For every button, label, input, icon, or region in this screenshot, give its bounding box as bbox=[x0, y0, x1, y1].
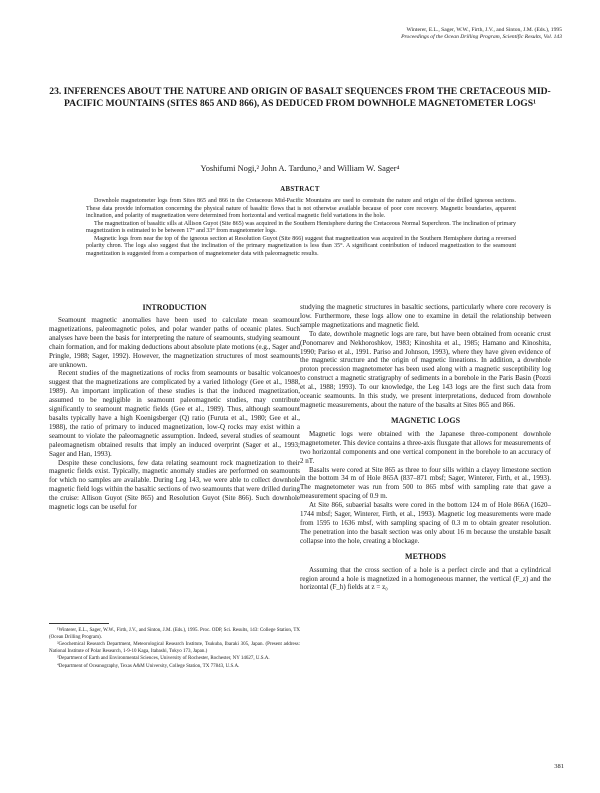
author-list: Yoshifumi Nogi,² John A. Tarduno,³ and William W. Sager⁴ bbox=[200, 164, 400, 173]
abstract-body bbox=[86, 198, 516, 258]
body-paragraph: Magnetic logs were obtained with the Japanese three-component downhole magnetometer. This device contains a three-axis fluxgate that allows for measurements of two horizontal components and one vertical component in the borehole to an accuracy of 2 nT. bbox=[300, 429, 552, 465]
footnote: ²Geochemical Research Department, Meteorological Research Institute, Tsukuba, Ibaraki 305, Japan. (Present address: National Institute of Polar Research, 1-9-10 Kaga, Itabashi, Tokyo 173, Japan.) bbox=[49, 642, 300, 654]
body-paragraph: Seamount magnetic anomalies have been used to calculate mean seamount magnetizations, paleomagnetic poles, and polar wander paths of oceanic plates. Such analyses have been the basis for interpreting the nature of seamounts, studying seamount chain formation, and for making deductions about absolute plate motions (e.g., Sager and Pringle, 1988; Sager, 1992). However, the magnetization structures of most seamounts are unknown. bbox=[49, 316, 300, 369]
body-paragraph: At Site 866, subaerial basalts were cored in the bottom 124 m of Hole 866A (1620–1744 mbsf; Sager, Winterer, Firth, et al., 1993). Magnetic log measurements were made from 1595 to 1636 mbsf, with sampling spacing of 0.3 m to obtain greater resolution. The penetration into the basalt section was only about 16 m because the unstable basalt collapse into the hole, creating a blockage. bbox=[300, 501, 551, 545]
footnote: ¹Winterer, E.L., Sager, W.W., Firth, J.V., and Sinton, J.M. (Eds.), 1995. Proc. ODP, Sci. Results, 143: College Station, TX (Ocean Drilling Program). bbox=[49, 628, 300, 640]
magnetic-logs-heading: MAGNETIC LOGS bbox=[390, 415, 461, 425]
body-paragraph: Assuming that the cross section of a hole is a perfect circle and that a cylindrical region around a hole is magnetized in a homogeneous manner, the vertical (F_z) and the horizontal (F_h) fields at z = z₀ bbox=[300, 565, 551, 592]
header-citation: Winterer, E.L., Sager, W.W., Firth, J.V., and Sinton, J.M. (Eds.), 1995 bbox=[406, 27, 562, 33]
abstract-paragraph: Downhole magnetometer logs from Sites 865 and 866 in the Cretaceous Mid-Pacific Mountains are used to constrain the nature and origin of the drilled igneous sections. These data provide information concerning the physical nature of basaltic flows that is not otherwise available because of poor core recovery. Magnetic boundaries, apparent inclination, and polarity of magnetization were determined from horizontal and vertical magnetic field variations in the hole. bbox=[86, 198, 516, 219]
abstract-paragraph: Magnetic logs from near the top of the igneous section at Resolution Guyot (Site 866) suggest that magnetization was acquired in the Southern Hemisphere during a reversed polarity chron. The logs also suggest that the inclination of the primary magnetization is less than 35°. A significant contribution of induced magnetization to the seamount magnetization is suggested from a comparison of magnetometer data with paleomagnetic results. bbox=[86, 235, 516, 257]
right-column bbox=[300, 303, 551, 592]
methods-heading: METHODS bbox=[405, 551, 446, 561]
header-journal: Proceedings of the Ocean Drilling Program, Scientific Results, Vol. 143 bbox=[401, 34, 562, 40]
body-paragraph: Despite these conclusions, few data relating seamount rock magnetization to their magnetic fields exist. Typically, magnetic anomaly studies are performed on seamounts for which no samples are available. During Leg 143, we were able to collect downhole magnetic field logs within the basaltic sections of two seamounts that were drilled during the cruise: Allison Guyot (Site 865) and Resolution Guyot (Site 866). Such downhole magnetic logs can be useful for bbox=[49, 458, 300, 512]
footnote: ⁴Department of Oceanography, Texas A&M University, College Station, TX 77843, U.S.A. bbox=[57, 663, 240, 669]
body-paragraph: To date, downhole magnetic logs are rare, but have been obtained from oceanic crust (Ponomarev and Nekhoroshkov, 1983; Kinoshita et al., 1985; Hamano and Kinoshita, 1990; Pariso et al., 1991. Pariso and Johnson, 1993), where they have given evidence of the magnetic structure and the origin of magnetic lineations. In addition, a downhole proton precession magnetometer has been used along with a magnetic susceptibility log to construct a magnetic stratigraphy of sediments in a borehole in the Paris Basin (Pozzi et al., 1988; 1993). To our knowledge, the Leg 143 logs are the first such data from oceanic seamounts. In this study, we present interpretations, deduced from downhole magnetic measurements, about the nature of the basalts at Sites 865 and 866. bbox=[300, 329, 551, 409]
left-column bbox=[49, 303, 300, 512]
body-paragraph: Recent studies of the magnetizations of rocks from seamounts or basaltic volcanoes suggest that the magnetizations are complicated by a varied lithology (Gee et al., 1988, 1989). An important implication of these studies is that the induced magnetization, assumed to be negligible in seamount paleomagnetic studies, may contribute significantly to seamount magnetic fields (Gee et al., 1989). Thus, although seamount basalts typically have a high Koenigsberger (Q) ratio (Furuta et al., 1980; Gee et al., 1988), the ratio of primary to induced magnetization, low-Q rocks may exist within a seamount to violate the paleomagnetic assumption. Indeed, several studies of seamount paleomagnetism obtained results that imply an induced overprint (Sager et al., 1993; Sager and Han, 1993). bbox=[49, 369, 300, 458]
footnote-divider bbox=[49, 623, 109, 624]
introduction-heading: INTRODUCTION bbox=[142, 303, 207, 312]
footnotes bbox=[49, 628, 300, 671]
abstract-paragraph: The magnetization of basaltic sills at Allison Guyot (Site 865) was acquired in the Southern Hemisphere during the Cretaceous Normal Superchron. The inclination of primary magnetization is estimated to be between 17° and 33° from magnetometer logs. bbox=[86, 220, 516, 234]
page-number: 381 bbox=[554, 763, 564, 770]
paper-title: 23. INFERENCES ABOUT THE NATURE AND ORIGIN OF BASALT SEQUENCES FROM THE CRETACEOUS MID-PACIFIC MOUNTAINS (SITES 865 AND 866), AS DEDUCED FROM DOWNHOLE MAGNETOMETER LOGS¹ bbox=[49, 86, 551, 109]
body-paragraph: studying the magnetic structures in basaltic sections, particularly where core recovery is low. Furthermore, these logs allow one to examine in detail the relationship between sample magnetizations and magnetic field. bbox=[300, 303, 551, 329]
abstract-heading: ABSTRACT bbox=[280, 186, 320, 193]
body-paragraph: Basalts were cored at Site 865 as three to four sills within a clayey limestone section in the bottom 34 m of Hole 865A (837–871 mbsf; Sager, Winterer, Firth, et al., 1993). The magnetometer was run from 500 to 865 mbsf with sampling rate that gave a measurement spacing of 0.9 m. bbox=[300, 465, 551, 501]
footnote: ³Department of Earth and Environmental Sciences, University of Rochester, Rochester, NY 14627, U.S.A. bbox=[57, 656, 270, 661]
running-header bbox=[0, 27, 562, 41]
